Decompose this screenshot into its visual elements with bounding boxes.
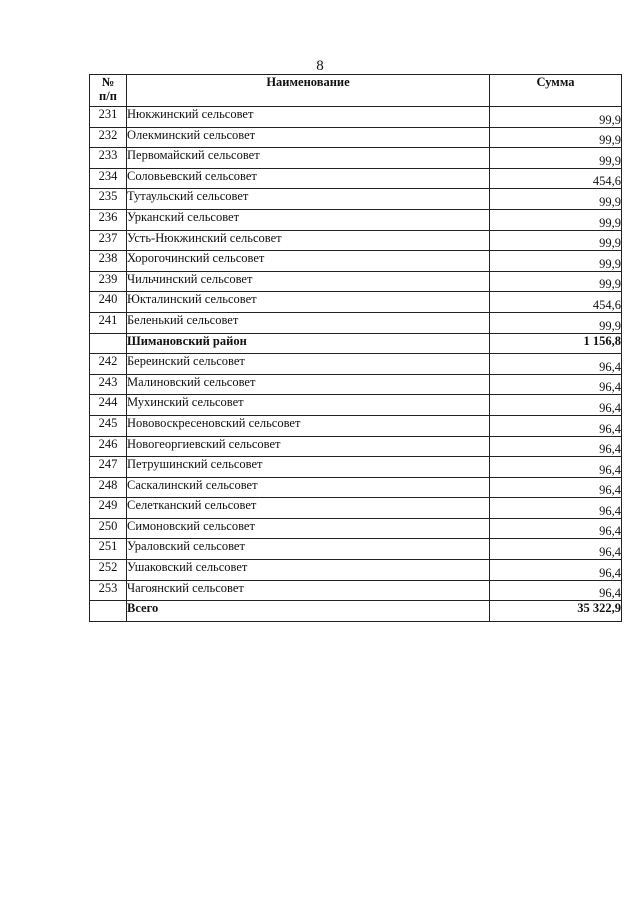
row-name: Саскалинский сельсовет <box>127 477 490 498</box>
row-name: Береинский сельсовет <box>127 354 490 375</box>
table-row <box>90 580 622 601</box>
row-number: 236 <box>90 209 127 230</box>
row-name: Малиновский сельсовет <box>127 374 490 395</box>
table-row <box>90 395 622 416</box>
table-body <box>90 107 622 622</box>
row-sum: 99,9 <box>490 230 622 251</box>
row-number: 248 <box>90 477 127 498</box>
row-number: 239 <box>90 271 127 292</box>
row-sum: 96,4 <box>490 560 622 581</box>
row-number: 241 <box>90 312 127 333</box>
row-name: Всего <box>127 601 490 622</box>
table-row <box>90 457 622 478</box>
row-name: Мухинский сельсовет <box>127 395 490 416</box>
row-number: 246 <box>90 436 127 457</box>
row-name: Урканский сельсовет <box>127 209 490 230</box>
row-sum: 96,4 <box>490 395 622 416</box>
row-name: Ураловский сельсовет <box>127 539 490 560</box>
row-number: 237 <box>90 230 127 251</box>
row-name: Тутаульский сельсовет <box>127 189 490 210</box>
row-sum: 99,9 <box>490 312 622 333</box>
row-sum: 454,6 <box>490 292 622 313</box>
row-name: Нюкжинский сельсовет <box>127 107 490 128</box>
row-name: Соловьевский сельсовет <box>127 168 490 189</box>
row-number: 235 <box>90 189 127 210</box>
row-number: 240 <box>90 292 127 313</box>
row-sum: 99,9 <box>490 271 622 292</box>
row-name: Шимановский район <box>127 333 490 354</box>
row-number: 252 <box>90 560 127 581</box>
row-sum: 96,4 <box>490 436 622 457</box>
row-name: Олекминский сельсовет <box>127 127 490 148</box>
row-number: 238 <box>90 251 127 272</box>
row-name: Первомайский сельсовет <box>127 148 490 169</box>
row-number: 242 <box>90 354 127 375</box>
table-row <box>90 292 622 313</box>
header-name: Наименование <box>127 75 490 107</box>
row-name: Новогеоргиевский сельсовет <box>127 436 490 457</box>
row-name: Симоновский сельсовет <box>127 518 490 539</box>
header-number <box>90 75 127 107</box>
table-row-summary <box>90 601 622 622</box>
row-sum: 99,9 <box>490 209 622 230</box>
row-sum: 96,4 <box>490 498 622 519</box>
table-row <box>90 354 622 375</box>
row-sum: 96,4 <box>490 457 622 478</box>
row-number: 234 <box>90 168 127 189</box>
header-number-label: № п/п <box>99 75 117 103</box>
row-sum: 96,4 <box>490 518 622 539</box>
row-number: 250 <box>90 518 127 539</box>
table-row <box>90 127 622 148</box>
row-name: Нововоскресеновский сельсовет <box>127 415 490 436</box>
row-name: Чагоянский сельсовет <box>127 580 490 601</box>
row-number: 251 <box>90 539 127 560</box>
row-sum: 99,9 <box>490 107 622 128</box>
row-number: 243 <box>90 374 127 395</box>
table-row <box>90 107 622 128</box>
row-sum: 1 156,8 <box>490 333 622 354</box>
row-number: 247 <box>90 457 127 478</box>
row-sum: 96,4 <box>490 477 622 498</box>
page-number: 8 <box>316 58 324 74</box>
table-header-row <box>90 75 622 107</box>
row-sum: 35 322,9 <box>490 601 622 622</box>
row-name: Селетканский сельсовет <box>127 498 490 519</box>
table-row <box>90 148 622 169</box>
table-row <box>90 560 622 581</box>
row-sum: 96,4 <box>490 415 622 436</box>
table-row-summary <box>90 333 622 354</box>
row-name: Юкталинский сельсовет <box>127 292 490 313</box>
row-sum: 96,4 <box>490 374 622 395</box>
header-sum: Сумма <box>490 75 622 107</box>
row-sum: 96,4 <box>490 539 622 560</box>
table-row <box>90 518 622 539</box>
table-row <box>90 498 622 519</box>
budget-table <box>89 74 622 622</box>
row-sum: 99,9 <box>490 251 622 272</box>
row-sum: 96,4 <box>490 580 622 601</box>
table-row <box>90 415 622 436</box>
table-row <box>90 374 622 395</box>
row-sum: 99,9 <box>490 127 622 148</box>
table-row <box>90 271 622 292</box>
row-name: Беленький сельсовет <box>127 312 490 333</box>
row-name: Чильчинский сельсовет <box>127 271 490 292</box>
row-number: 244 <box>90 395 127 416</box>
row-sum: 99,9 <box>490 148 622 169</box>
row-number: 233 <box>90 148 127 169</box>
row-sum: 96,4 <box>490 354 622 375</box>
row-sum: 454,6 <box>490 168 622 189</box>
row-sum: 99,9 <box>490 189 622 210</box>
table-row <box>90 251 622 272</box>
row-number <box>90 333 127 354</box>
row-name: Хорогочинский сельсовет <box>127 251 490 272</box>
row-name: Петрушинский сельсовет <box>127 457 490 478</box>
row-number: 253 <box>90 580 127 601</box>
row-number <box>90 601 127 622</box>
table-row <box>90 168 622 189</box>
row-number: 231 <box>90 107 127 128</box>
row-number: 232 <box>90 127 127 148</box>
table-row <box>90 436 622 457</box>
table-row <box>90 312 622 333</box>
table-row <box>90 230 622 251</box>
row-number: 245 <box>90 415 127 436</box>
row-name: Усть-Нюкжинский сельсовет <box>127 230 490 251</box>
table-row <box>90 477 622 498</box>
table-row <box>90 209 622 230</box>
row-number: 249 <box>90 498 127 519</box>
table-row <box>90 189 622 210</box>
row-name: Ушаковский сельсовет <box>127 560 490 581</box>
table-row <box>90 539 622 560</box>
